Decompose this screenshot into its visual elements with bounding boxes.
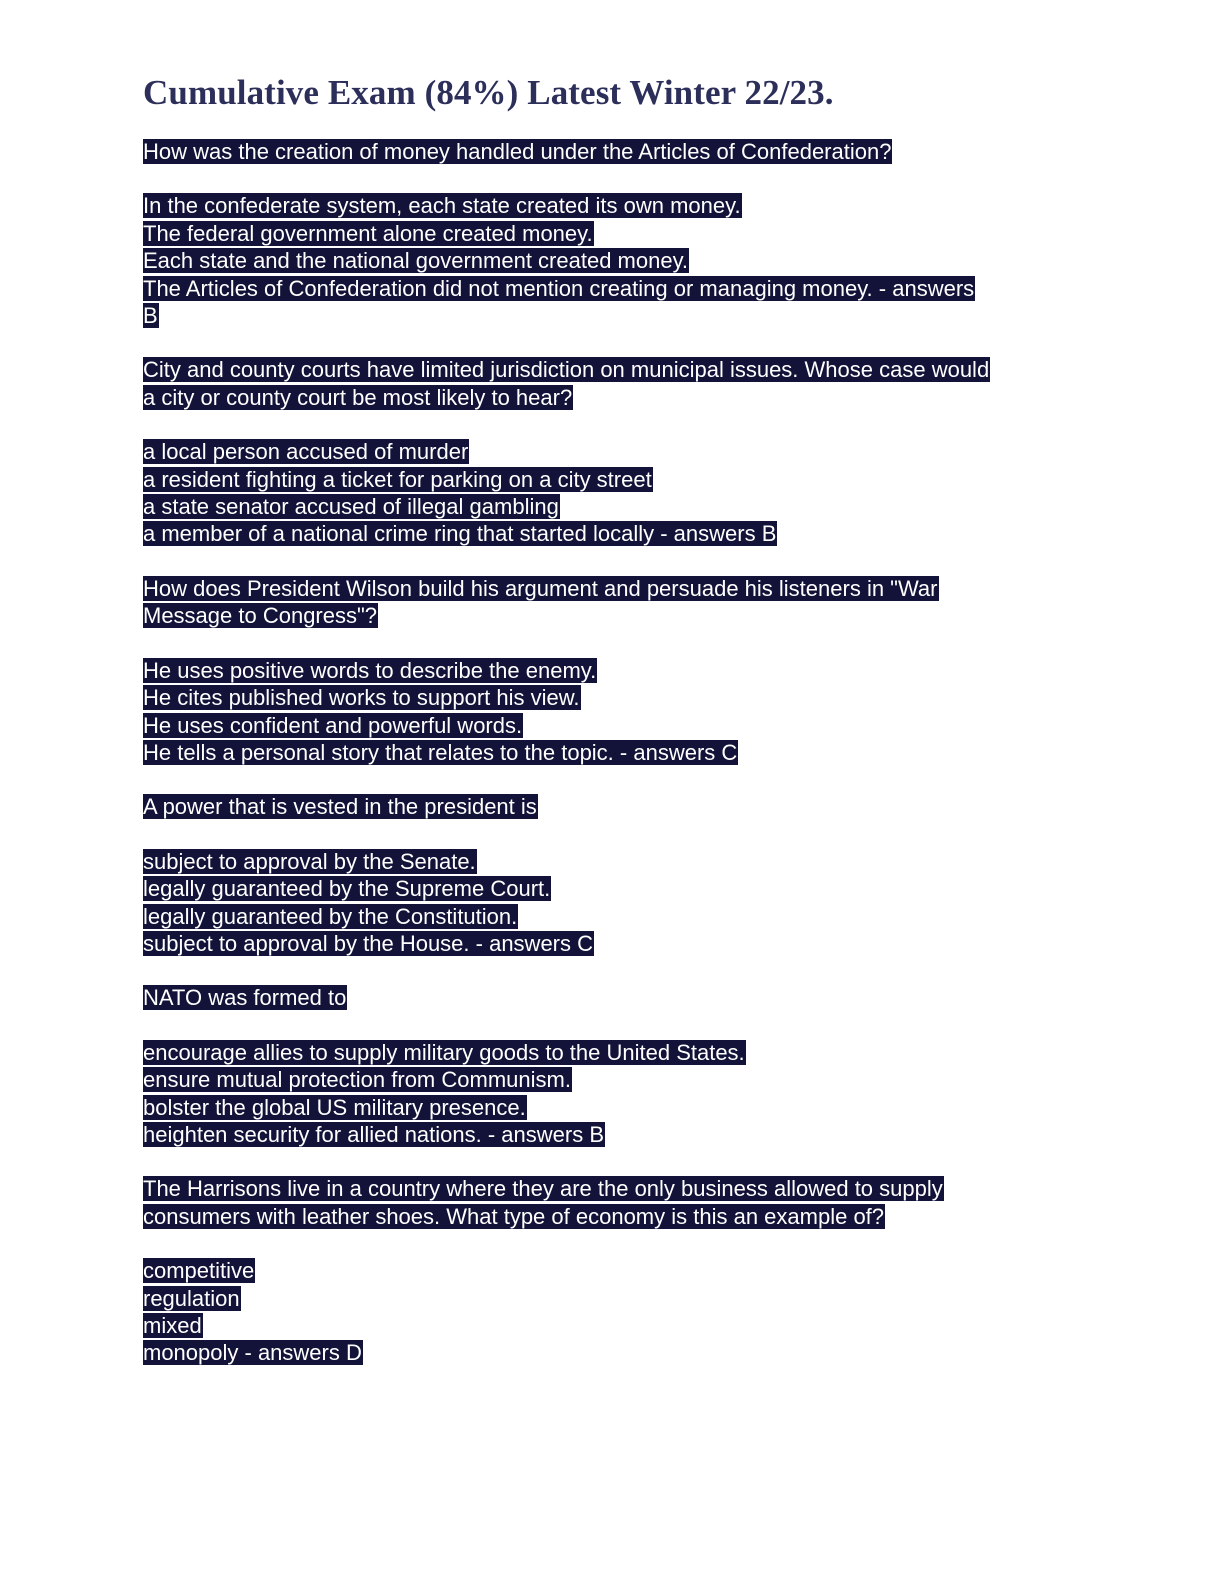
question-text [143, 984, 1083, 1011]
option-line: a state senator accused of illegal gambling [143, 494, 559, 520]
answer-key: B [143, 303, 158, 329]
option-line: subject to approval by the House. - answers C [143, 930, 594, 956]
option-line: legally guaranteed by the Constitution. [143, 903, 518, 929]
question-line: City and county courts have limited jurisdiction on municipal issues. Whose case would [143, 357, 990, 383]
question-line: Message to Congress"? [143, 603, 378, 629]
option-line: The federal government alone created money. [143, 220, 593, 246]
option-line: heighten security for allied nations. - answers B [143, 1121, 605, 1147]
question-line: How does President Wilson build his argument and persuade his listeners in "War [143, 575, 938, 601]
option-line: competitive [143, 1258, 255, 1284]
document-page [143, 70, 1083, 1394]
question-line: NATO was formed to [143, 985, 347, 1011]
qa-block [143, 138, 1083, 329]
option-line: He tells a personal story that relates to the topic. - answers C [143, 739, 738, 765]
option-line: Each state and the national government created money. [143, 248, 689, 274]
question-line: a city or county court be most likely to hear? [143, 384, 573, 410]
answer-options [143, 1257, 1083, 1367]
option-line: In the confederate system, each state created its own money. [143, 193, 741, 219]
option-line: bolster the global US military presence. [143, 1094, 526, 1120]
option-line: a local person accused of murder [143, 439, 469, 465]
option-line: He cites published works to support his view. [143, 685, 580, 711]
question-text [143, 793, 1083, 820]
qa-block [143, 356, 1083, 547]
document-title: Cumulative Exam (84%) Latest Winter 22/23. [143, 73, 834, 112]
question-line: The Harrisons live in a country where they are the only business allowed to supply [143, 1176, 943, 1202]
answer-options [143, 848, 1083, 958]
option-line: encourage allies to supply military goods to the United States. [143, 1039, 745, 1065]
question-line: How was the creation of money handled under the Articles of Confederation? [143, 139, 892, 164]
option-line: mixed [143, 1313, 202, 1338]
question-text [143, 138, 1083, 165]
option-line: regulation [143, 1285, 240, 1311]
qa-block [143, 1175, 1083, 1366]
option-line: a resident fighting a ticket for parking on a city street [143, 466, 652, 492]
qa-block [143, 575, 1083, 766]
question-line: consumers with leather shoes. What type of economy is this an example of? [143, 1203, 885, 1229]
answer-options [143, 657, 1083, 767]
option-line: monopoly - answers D [143, 1340, 362, 1366]
qa-block [143, 984, 1083, 1148]
option-line: a member of a national crime ring that started locally - answers B [143, 521, 777, 547]
question-text [143, 575, 1083, 630]
option-line: ensure mutual protection from Communism. [143, 1067, 571, 1093]
option-line: The Articles of Confederation did not mention creating or managing money. - answers [143, 275, 975, 301]
qa-block [143, 793, 1083, 957]
question-text [143, 356, 1083, 411]
option-line: He uses positive words to describe the enemy. [143, 657, 597, 683]
option-line: subject to approval by the Senate. [143, 848, 476, 874]
answer-options [143, 438, 1083, 548]
option-line: He uses confident and powerful words. [143, 712, 523, 738]
answer-options [143, 192, 1083, 329]
question-text [143, 1175, 1083, 1230]
option-line: legally guaranteed by the Supreme Court. [143, 876, 551, 902]
question-line: A power that is vested in the president is [143, 794, 537, 820]
answer-options [143, 1039, 1083, 1149]
